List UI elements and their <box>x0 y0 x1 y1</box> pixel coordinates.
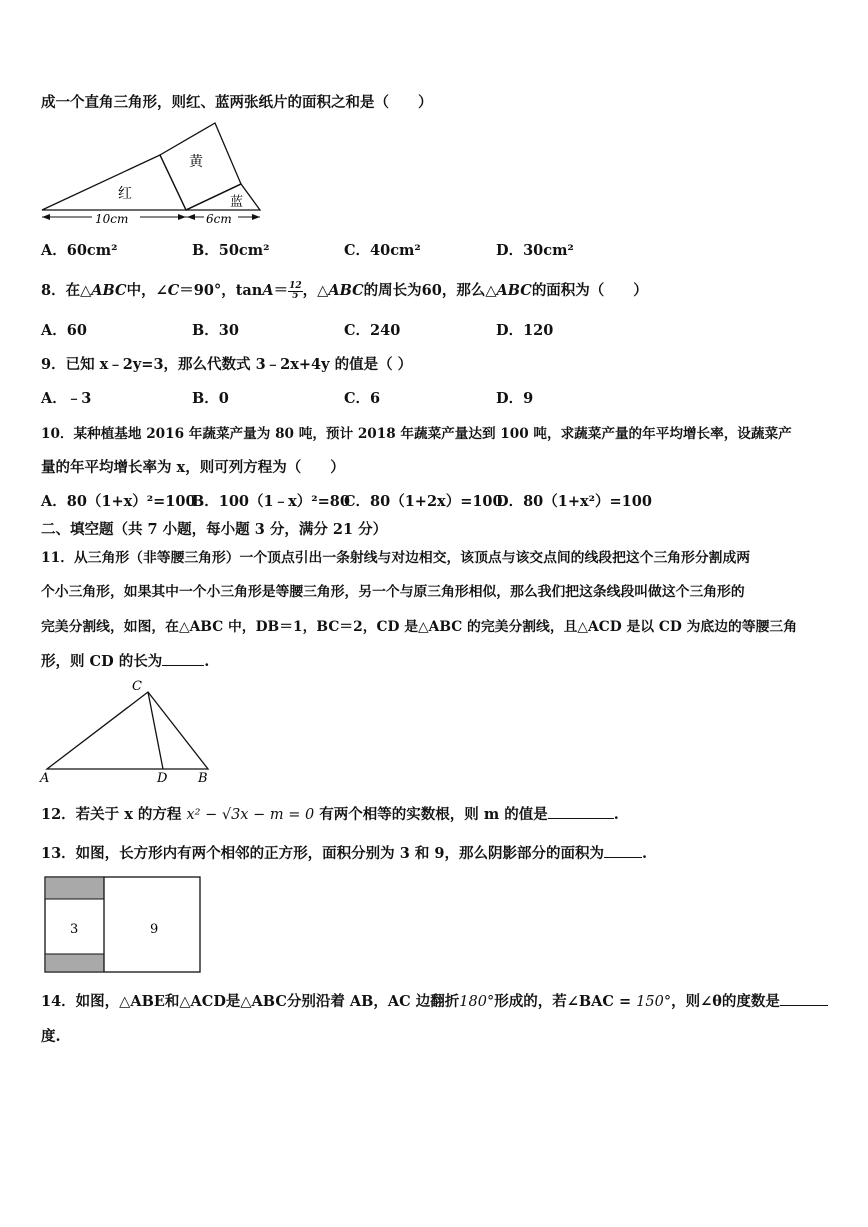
q10-line2: 量的年平均增长率为 x，则可列方程为（ ） <box>41 459 345 476</box>
q11-line1: 11．从三角形（非等腰三角形）一个顶点引出一条射线与对边相交，该顶点与该交点间的线段把这个三角形分割成两 <box>41 550 751 566</box>
q11-segment-cd <box>148 692 163 769</box>
q11-label-c: C <box>132 679 142 694</box>
q7-blue-triangle <box>186 184 260 210</box>
q14-line2: 度. <box>41 1028 61 1045</box>
q7-dim-left: 10cm <box>95 212 129 226</box>
q13-shaded-top <box>45 877 104 899</box>
q9-option-a: A．﹣3 <box>41 390 92 407</box>
section-2-heading: 二、填空题（共 7 小题，每小题 3 分，满分 21 分） <box>41 521 388 538</box>
q14-answer-blank[interactable] <box>780 991 828 1006</box>
q11-triangle-abc <box>47 692 208 769</box>
q9-option-d: D．9 <box>496 390 534 407</box>
q13-label-big: 9 <box>150 922 159 937</box>
q10-option-b: B．100（1﹣x）²=80 <box>192 493 350 510</box>
q7-option-b: B．50cm² <box>192 242 270 259</box>
q13-label-small: 3 <box>70 922 79 937</box>
q10-option-d: D．80（1+x²）=100 <box>496 493 652 510</box>
q11-label-a: A <box>40 771 50 784</box>
q9-stem: 9．已知 x﹣2y=3，那么代数式 3﹣2x+4y 的值是（ ） <box>41 356 413 373</box>
q11-line3: 完美分割线，如图，在△ABC 中，DB＝1，BC＝2，CD 是△ABC 的完美分割线，且△ACD 是以 CD 为底边的等腰三角 <box>41 619 798 635</box>
q13-figure <box>44 876 202 974</box>
q9-option-c: C．6 <box>344 390 381 407</box>
q7-dim-right: 6cm <box>206 212 232 226</box>
q7-option-c: C．40cm² <box>344 242 421 259</box>
q12-stem: 12．若关于 x 的方程 x² − √3x − m = 0 有两个相等的实数根，则 m 的值是 . <box>41 806 619 823</box>
q7-option-a: A．60cm² <box>41 242 118 259</box>
q13-stem: 13．如图，长方形内有两个相邻的正方形，面积分别为 3 和 9，那么阴影部分的面积为 . <box>41 845 648 862</box>
q7-option-d: D．30cm² <box>496 242 574 259</box>
q10-option-a: A．80（1+x）²=100 <box>41 493 196 510</box>
q8-option-d: D．120 <box>496 322 554 339</box>
q11-line4: 形，则 CD 的长为 . <box>41 653 210 670</box>
q13-answer-blank[interactable] <box>604 843 642 858</box>
q8-option-b: B．30 <box>192 322 239 339</box>
q11-label-b: B <box>198 771 208 784</box>
q7-label-yellow: 黄 <box>189 154 203 170</box>
q10-line1: 10．某种植基地 2016 年蔬菜产量为 80 吨，预计 2018 年蔬菜产量达到 100 吨，求蔬菜产量的年平均增长率，设蔬菜产 <box>41 426 792 442</box>
q8-option-c: C．240 <box>344 322 401 339</box>
q10-option-c: C．80（1+2x）=100 <box>344 493 503 510</box>
q7-stem: 成一个直角三角形，则红、蓝两张纸片的面积之和是（ ） <box>41 94 433 111</box>
q12-equation: x² − √3x − m = 0 <box>186 807 315 823</box>
q9-option-b: B．0 <box>192 390 229 407</box>
q11-figure <box>38 676 218 784</box>
q8-option-a: A．60 <box>41 322 87 339</box>
q14-stem: 14．如图，△ABE和△ACD是△ABC分别沿着 AB，AC 边翻折180°形成的，若∠BAC = 150°，则∠θ的度数是 <box>41 990 828 1011</box>
q11-answer-blank[interactable] <box>162 651 204 666</box>
q7-figure <box>38 118 268 226</box>
q7-label-blue: 蓝 <box>230 195 244 210</box>
q13-shaded-bottom <box>45 954 104 972</box>
q7-label-red: 红 <box>118 186 132 202</box>
q8-stem: 8．在△ABC中，∠C＝90°，tanA＝ $\frac{12}{5}$ ，△ABC的周长为60，那么△ABC的面积为（ ） <box>41 280 648 301</box>
q11-line2: 个小三角形，如果其中一个小三角形是等腰三角形，另一个与原三角形相似，那么我们把这条线段叫做这个三角形的 <box>41 584 745 600</box>
q12-answer-blank[interactable] <box>548 804 614 819</box>
q8-fraction: $\frac{12}{5}$ <box>289 280 302 301</box>
q11-label-d: D <box>157 771 168 784</box>
